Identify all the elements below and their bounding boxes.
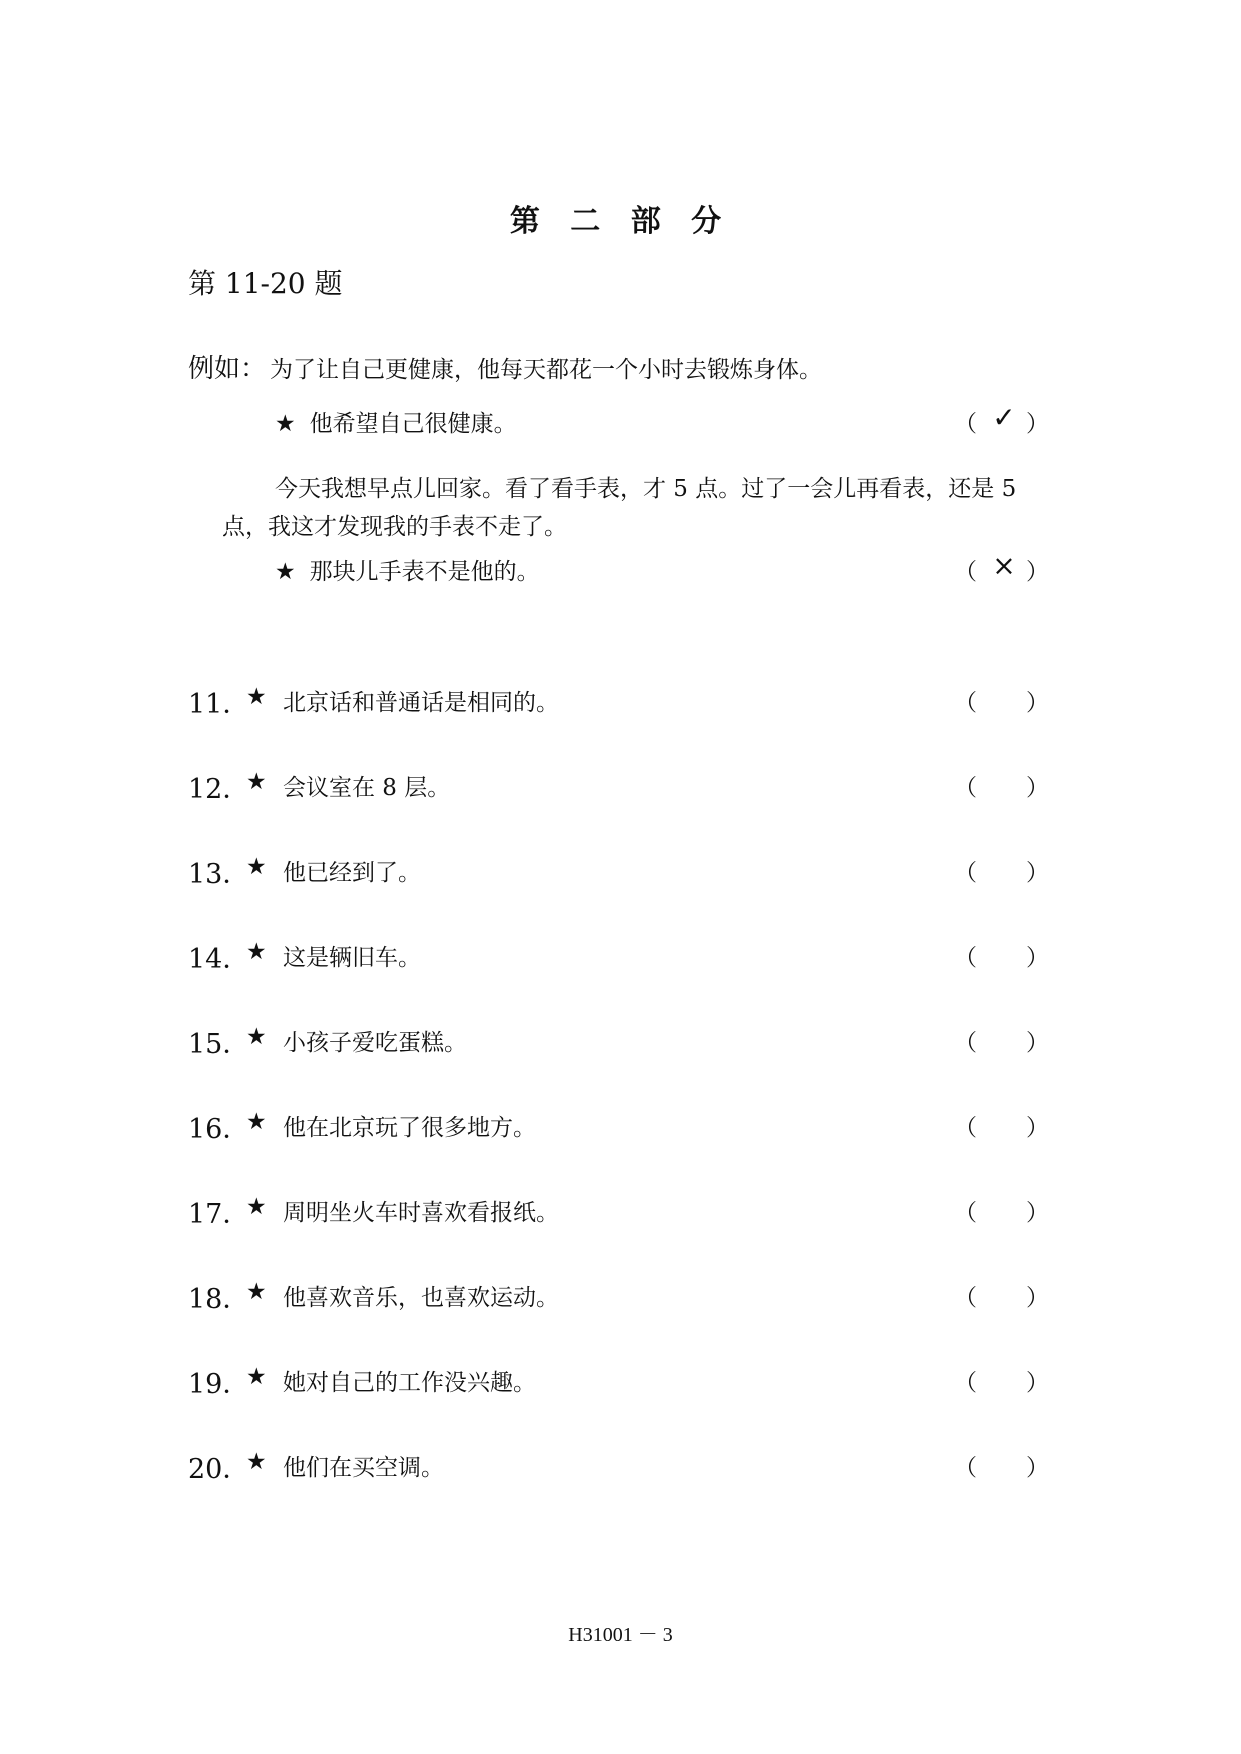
question-number: 12． <box>188 774 250 805</box>
question-row <box>188 1192 1049 1232</box>
question-row <box>188 937 1049 977</box>
question-text: 北京话和普通话是相同的。 <box>283 690 559 716</box>
open-paren: （ <box>954 690 977 716</box>
question-number: 14． <box>188 944 250 975</box>
question-row <box>188 1362 1049 1402</box>
question-row <box>188 1107 1049 1147</box>
star-icon: ★ <box>246 684 267 710</box>
example-statement-1-text: 他希望自己很健康。 <box>309 411 517 437</box>
open-paren: （ <box>954 945 977 971</box>
example-statement-2-text: 那块儿手表不是他的。 <box>309 559 540 585</box>
open-paren: （ <box>954 1030 977 1056</box>
close-paren: ） <box>1026 1285 1049 1311</box>
question-text: 他们在买空调。 <box>283 1455 444 1481</box>
page-title: 第 二 部 分 <box>509 204 732 239</box>
example-statement-1 <box>275 405 517 438</box>
star-icon: ★ <box>246 769 267 795</box>
close-paren: ） <box>1026 860 1049 886</box>
open-paren: （ <box>954 775 977 801</box>
open-paren: （ <box>954 411 977 437</box>
question-number: 20． <box>188 1454 250 1485</box>
close-paren: ） <box>1026 411 1049 437</box>
question-number: 19． <box>188 1369 250 1400</box>
example-intro <box>188 348 822 385</box>
close-paren: ） <box>1026 775 1049 801</box>
question-row <box>188 1022 1049 1062</box>
check-mark-icon: ✓ <box>992 401 1016 434</box>
example-label: 例如： <box>188 354 267 384</box>
question-number: 16． <box>188 1114 250 1145</box>
star-icon: ★ <box>246 1279 267 1305</box>
question-text: 他在北京玩了很多地方。 <box>283 1115 536 1141</box>
star-icon: ★ <box>246 1364 267 1390</box>
question-text: 这是辆旧车。 <box>283 945 421 971</box>
example-passage: 今天我想早点儿回家。看了看手表，才 5 点。过了一会儿再看表，还是 5 点，我这才发现我的手表不走了。 <box>222 476 1017 540</box>
star-icon: ★ <box>246 1449 267 1475</box>
open-paren: （ <box>954 1455 977 1481</box>
page-footer: H31001 － 3 <box>568 1624 673 1646</box>
star-icon: ★ <box>246 1024 267 1050</box>
close-paren: ） <box>1026 1370 1049 1396</box>
open-paren: （ <box>954 1285 977 1311</box>
question-number: 13． <box>188 859 250 890</box>
close-paren: ） <box>1026 690 1049 716</box>
example-statement-2 <box>275 553 540 586</box>
question-text: 小孩子爱吃蛋糕。 <box>283 1030 467 1056</box>
star-icon: ★ <box>246 854 267 880</box>
example-intro-text: 为了让自己更健康，他每天都花一个小时去锻炼身体。 <box>270 357 823 383</box>
section-label: 第 11-20 题 <box>188 267 343 300</box>
star-icon: ★ <box>246 939 267 965</box>
question-text: 周明坐火车时喜欢看报纸。 <box>283 1200 559 1226</box>
open-paren: （ <box>954 1370 977 1396</box>
question-number: 11． <box>188 689 250 720</box>
close-paren: ） <box>1026 1455 1049 1481</box>
close-paren: ） <box>1026 1030 1049 1056</box>
example-answer-2 <box>954 549 1049 589</box>
question-text: 她对自己的工作没兴趣。 <box>283 1370 536 1396</box>
close-paren: ） <box>1026 559 1049 585</box>
close-paren: ） <box>1026 1200 1049 1226</box>
question-number: 15． <box>188 1029 250 1060</box>
question-row <box>188 1277 1049 1317</box>
open-paren: （ <box>954 1200 977 1226</box>
cross-mark-icon: × <box>992 549 1016 582</box>
question-row <box>188 767 1049 807</box>
question-number: 18． <box>188 1284 250 1315</box>
question-row <box>188 852 1049 892</box>
question-row <box>188 1447 1049 1487</box>
open-paren: （ <box>954 1115 977 1141</box>
question-row <box>188 682 1049 722</box>
star-icon: ★ <box>275 411 296 437</box>
close-paren: ） <box>1026 1115 1049 1141</box>
example-answer-1 <box>954 401 1049 441</box>
question-number: 17． <box>188 1199 250 1230</box>
star-icon: ★ <box>246 1194 267 1220</box>
star-icon: ★ <box>246 1109 267 1135</box>
question-text: 他喜欢音乐，也喜欢运动。 <box>283 1285 559 1311</box>
question-text: 会议室在 8 层。 <box>283 775 451 801</box>
close-paren: ） <box>1026 945 1049 971</box>
star-icon: ★ <box>275 559 296 585</box>
open-paren: （ <box>954 860 977 886</box>
open-paren: （ <box>954 559 977 585</box>
question-text: 他已经到了。 <box>283 860 421 886</box>
